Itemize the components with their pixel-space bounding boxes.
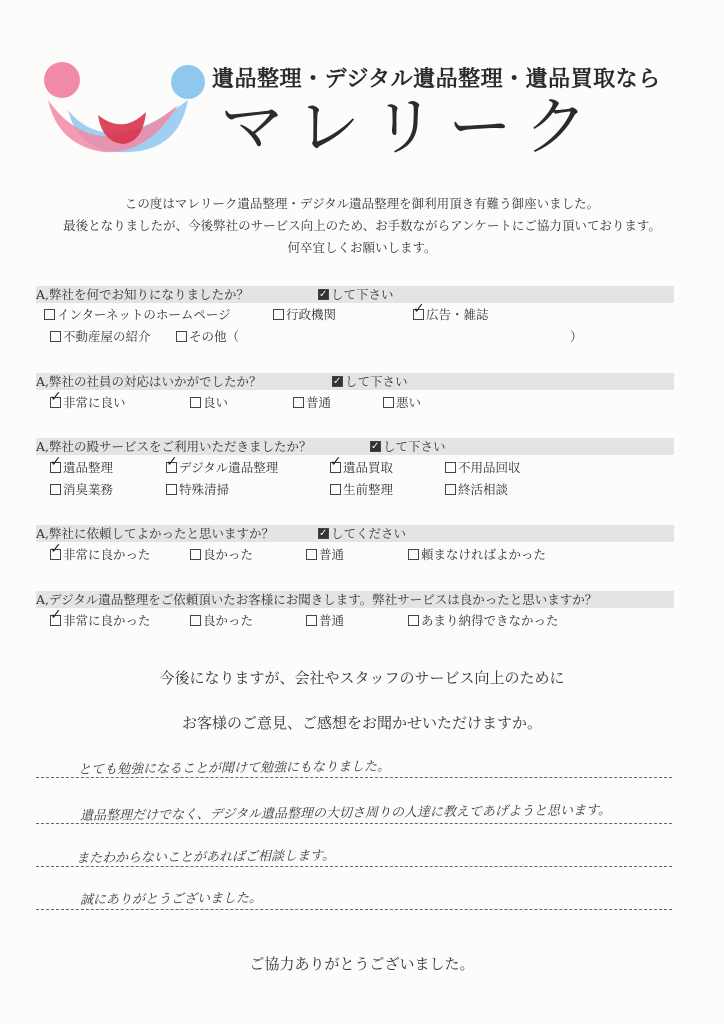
checkbox-icon [408,549,419,560]
checked-box-icon [318,289,329,300]
checkbox-icon [190,397,201,408]
checkbox-checked-icon [50,462,61,473]
dashed-divider [36,866,672,867]
question-4-text: A,弊社に依頼してよかったと思いますか？ [36,526,275,541]
checkbox-checked-icon [166,462,177,473]
question-2-hint: ✓ して下さい [332,373,408,390]
dashed-divider [36,823,672,824]
question-4-hint: ✓ してください [318,525,406,542]
q3-option-kaitori[interactable]: ✓ 遺品買取 [330,460,393,476]
brand-name: マレリーク [220,91,600,165]
checkbox-icon [166,484,177,495]
logo-blue-dot [171,65,205,99]
question-5 [36,591,674,608]
checked-box-icon [318,528,329,539]
question-3 [36,438,674,455]
question-2 [36,373,674,390]
checkbox-icon [176,331,187,342]
checkbox-icon [445,462,456,473]
footer-thanks: ご協力ありがとうございました。 [249,955,475,973]
brand-logo-mark [38,60,208,160]
question-1-hint: ✓ して下さい [318,286,394,303]
q4-option-very-good[interactable]: ✓非常に良かった [50,547,151,563]
checkbox-icon [306,615,317,626]
q2-option-normal[interactable]: 普通 [293,395,331,411]
q3-option-special-clean[interactable]: 特殊清掃 [166,482,229,498]
header-tagline: 遺品整理・デジタル遺品整理・遺品買取なら [212,67,661,92]
checkbox-icon [383,397,394,408]
q3-option-shukatsu[interactable]: 終活相談 [445,482,508,498]
dashed-divider [36,909,672,910]
question-4 [36,525,674,542]
q3-option-ihin-seiri[interactable]: ✓遺品整理 [50,460,113,476]
q4-option-should-not[interactable]: 頼まなければよかった [408,547,546,563]
q1-option-other-close: ） [570,329,583,344]
comment-prompt-line2: お客様のご意見、ご感想をお聞かせいただけますか。 [181,714,542,732]
checked-box-icon [370,441,381,452]
q4-option-good[interactable]: 良かった [190,547,253,563]
checkbox-icon [445,484,456,495]
question-3-hint: ✓ して下さい [370,438,446,455]
checkbox-icon [330,484,341,495]
intro-text [0,193,724,259]
intro-line: この度はマレリーク遺品整理・デジタル遺品整理を御利用頂き有難う御座いました。 [124,196,600,211]
q5-option-not-satisfied[interactable]: あまり納得できなかった [408,613,559,629]
question-1 [36,286,674,303]
checkbox-icon [50,484,61,495]
checkbox-icon [44,309,55,320]
checkbox-checked-icon [50,549,61,560]
q3-option-seizen[interactable]: 生前整理 [330,482,393,498]
checkbox-checked-icon [413,309,424,320]
q1-option-ads[interactable]: ✓ 広告・雑誌 [413,307,489,323]
checkbox-icon [190,549,201,560]
q1-option-realestate[interactable]: 不動産屋の紹介 [50,329,151,345]
checkbox-icon [306,549,317,560]
q2-option-very-good[interactable]: ✓非常に良い [50,395,126,411]
intro-line: 最後となりましたが、今後弊社のサービス向上のため、お手数ながらアンケートにご協力頂いております。 [63,218,661,233]
checkbox-checked-icon [50,615,61,626]
dashed-divider [36,777,672,778]
checkbox-icon [273,309,284,320]
q4-option-normal[interactable]: 普通 [306,547,344,563]
q3-option-digital[interactable]: ✓ デジタル遺品整理 [166,460,278,476]
q5-option-normal[interactable]: 普通 [306,613,344,629]
checkbox-icon [408,615,419,626]
q1-option-other[interactable]: その他（ [176,329,239,345]
q2-option-bad[interactable]: 悪い [383,395,421,411]
checkbox-icon [190,615,201,626]
comment-line: 遺品整理だけでなく、デジタル遺品整理の大切さ周りの人達に教えてあげようと思います。 [79,803,612,824]
checkbox-icon [293,397,304,408]
q2-option-good[interactable]: 良い [190,395,228,411]
comment-prompt-line1: 今後になりますが、会社やスタッフのサービス向上のために [159,669,565,687]
question-3-text: A,弊社の殿サービスをご利用いただきましたか？ [36,439,312,454]
checkbox-checked-icon [50,397,61,408]
q1-option-government[interactable]: 行政機関 [273,307,336,323]
checkbox-checked-icon [330,462,341,473]
q5-option-very-good[interactable]: ✓非常に良かった [50,613,151,629]
logo-pink-dot [44,62,80,98]
intro-line: 何卒宜しくお願いします。 [287,240,437,255]
question-2-text: A,弊社の社員の対応はいかがでしたか？ [36,374,262,389]
question-5-text: A,デジタル遺品整理をご依頼頂いたお客様にお聞きします。弊社サービスは良かったと思いますか？ [36,592,598,607]
checked-box-icon [332,376,343,387]
q3-option-fuyouhin[interactable]: 不用品回収 [445,460,521,476]
comment-line: とても勉強になることが聞けて勉強にもなりました。 [77,759,391,778]
q3-option-deodorize[interactable]: 消臭業務 [50,482,113,498]
comment-line: またわからないことがあればご相談します。 [75,848,336,867]
comment-line: 誠にありがとうございました。 [79,891,263,908]
question-1-text: A,弊社を何でお知りになりましたか？ [36,287,250,302]
q1-option-internet[interactable]: インターネットのホームページ [44,307,231,323]
q5-option-good[interactable]: 良かった [190,613,253,629]
checkbox-icon [50,331,61,342]
